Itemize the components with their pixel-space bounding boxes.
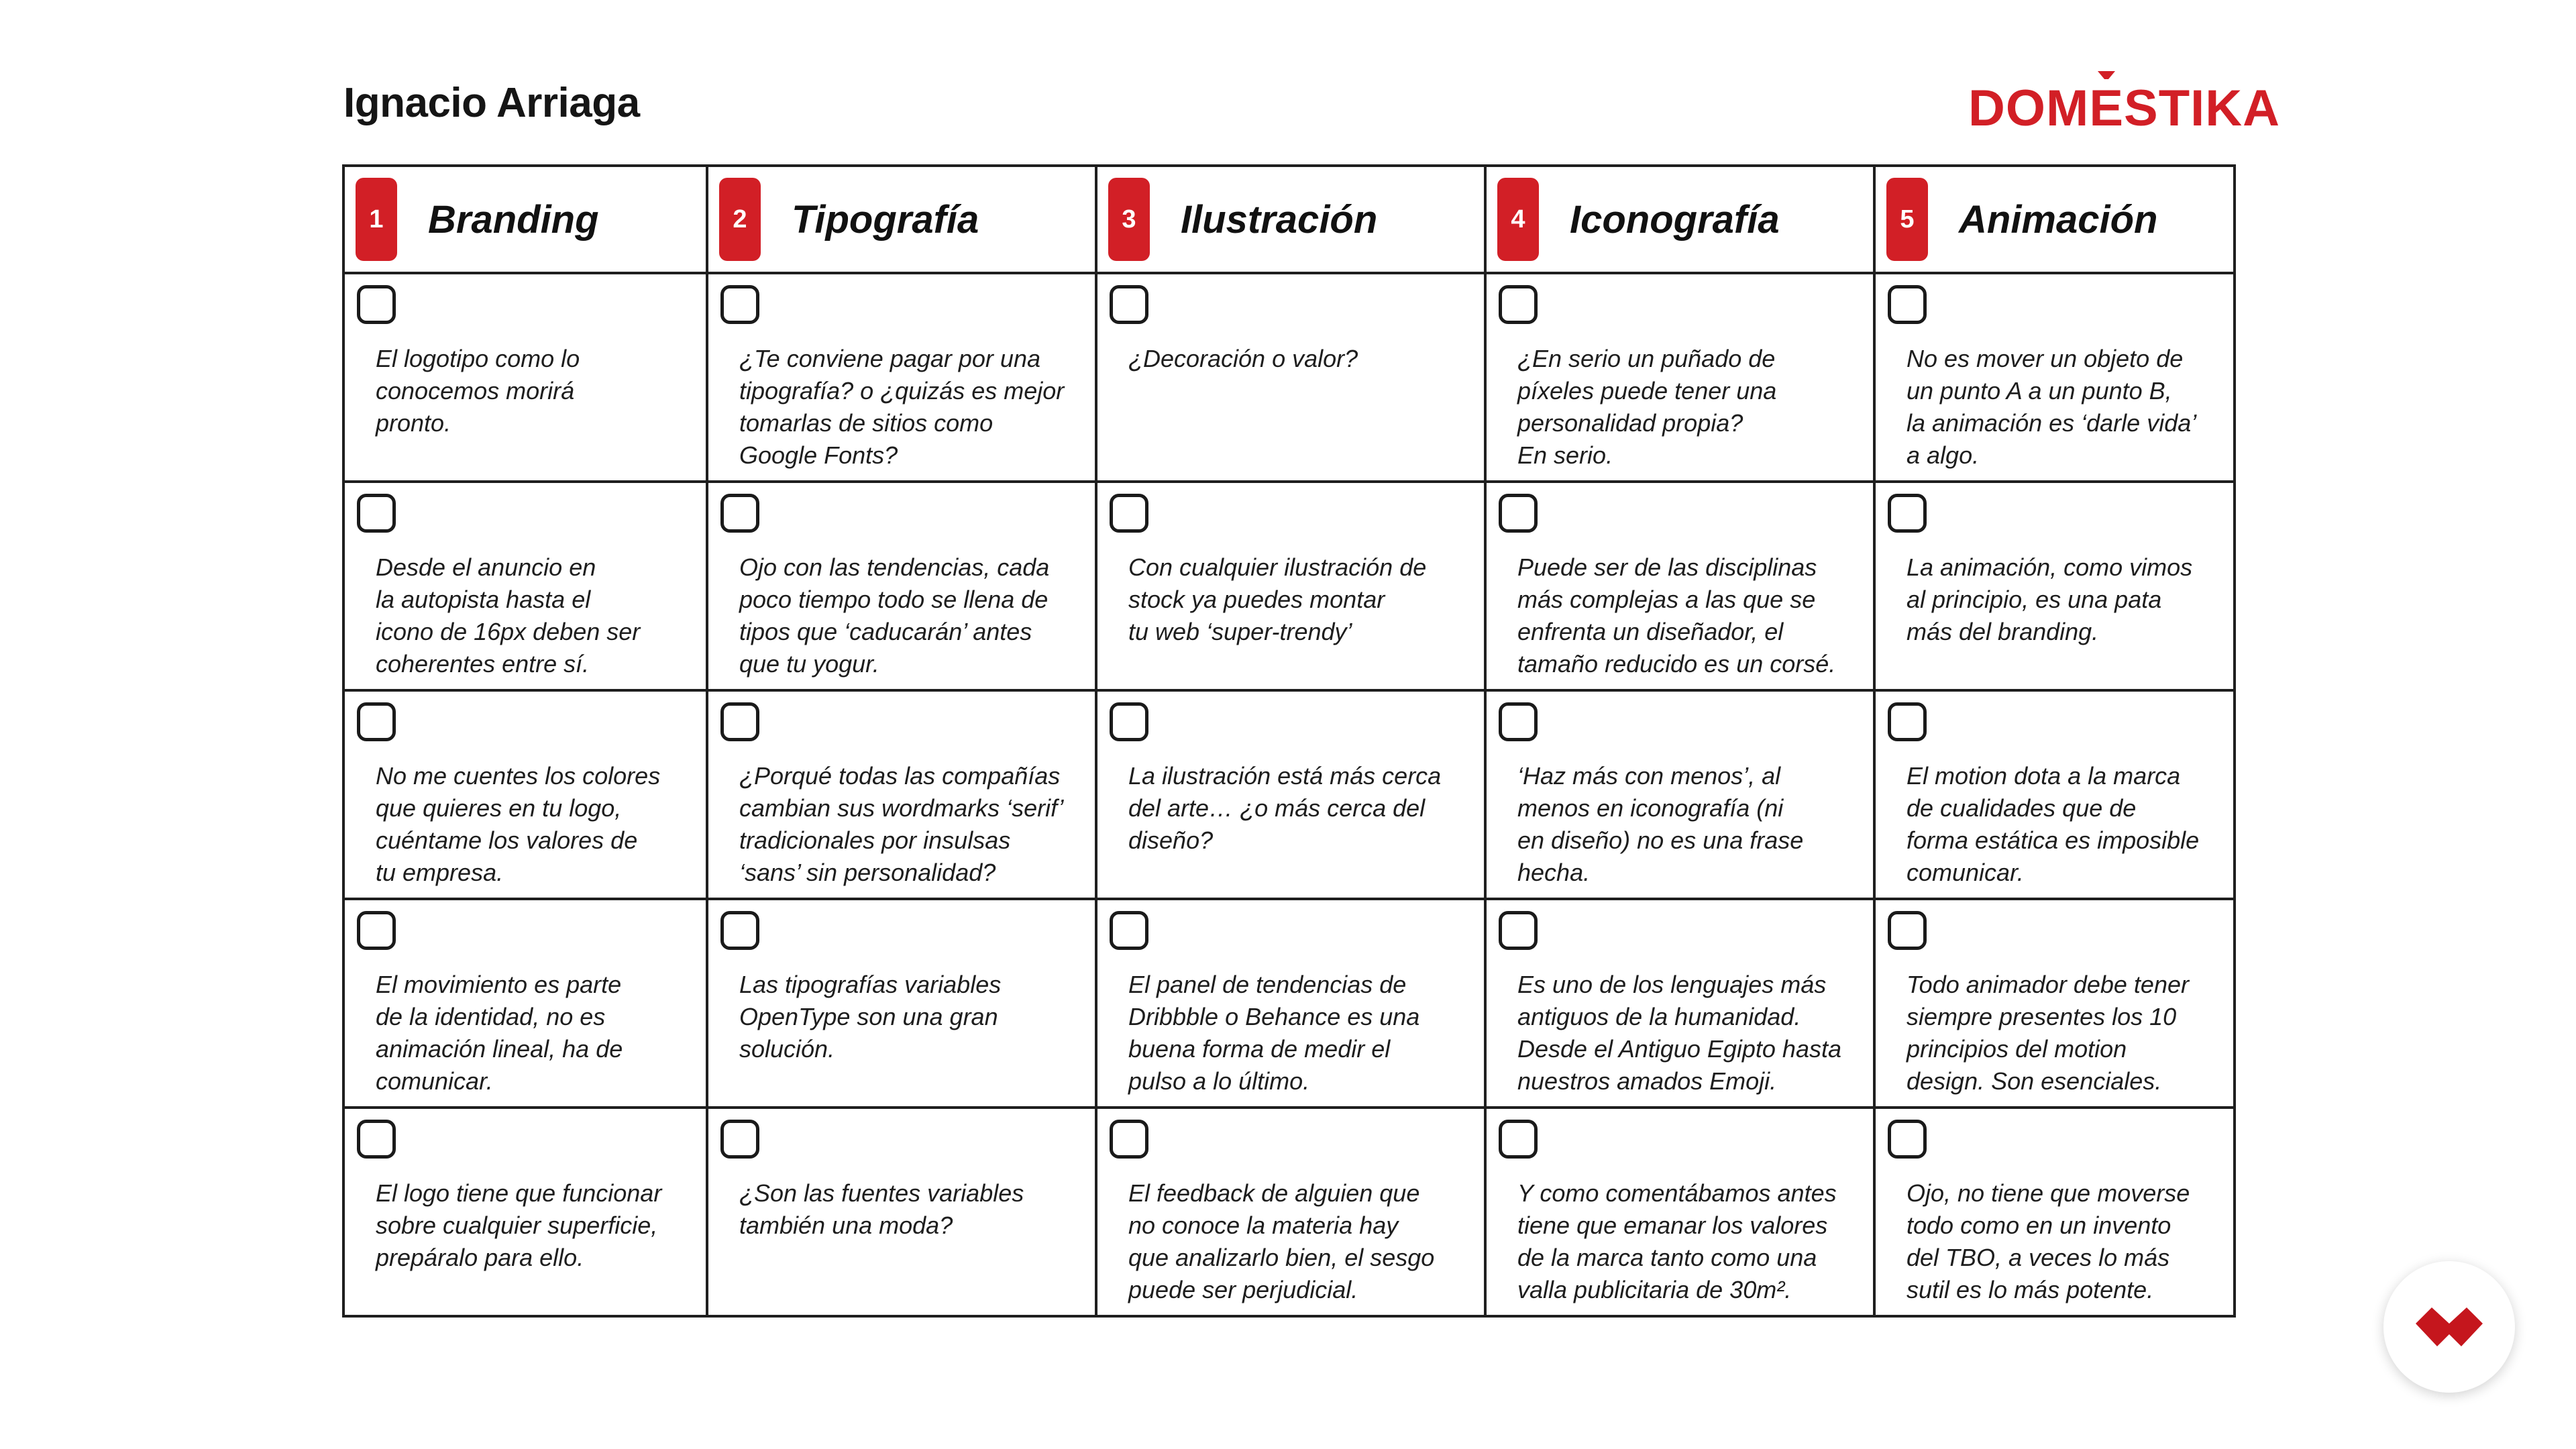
domestika-d-icon (2414, 1303, 2484, 1350)
cell-text: Ojo, no tiene que moverse todo como en un invento del TBO, a veces lo más sutil es lo más potente. (1907, 1179, 2190, 1303)
brand-text-prefix: DOM (1968, 80, 2090, 137)
checklist-cell (707, 1108, 1096, 1316)
column-title: Branding (428, 197, 599, 241)
checkbox[interactable] (1499, 1120, 1538, 1159)
checklist-cell (1485, 273, 1874, 482)
cell-text: Ojo con las tendencias, cada poco tiempo todo se llena de tipos que ‘caducarán’ antes que tu yogur. (739, 553, 1050, 678)
checkbox[interactable] (1888, 494, 1927, 533)
cell-text: Las tipografías variables OpenType son una gran solución. (739, 971, 1002, 1063)
cell-text: ¿Decoración o valor? (1128, 345, 1358, 372)
column-header-animacion (1874, 166, 2235, 273)
checkbox[interactable] (357, 494, 396, 533)
cell-text: Todo animador debe tener siempre presentes los 10 principios del motion design. Son esenciales. (1907, 971, 2189, 1095)
cell-text: La ilustración está más cerca del arte… ¿o más cerca del diseño? (1128, 762, 1442, 854)
checkbox[interactable] (357, 285, 396, 324)
checkbox[interactable] (1110, 1120, 1148, 1159)
column-number-badge: 2 (719, 178, 761, 261)
cell-text: No me cuentes los colores que quieres en tu logo, cuéntame los valores de tu empresa. (376, 762, 661, 886)
checklist-cell (1874, 273, 2235, 482)
checklist-cell (1485, 1108, 1874, 1316)
cell-text: Es uno de los lenguajes más antiguos de la humanidad. Desde el Antiguo Egipto hasta nuestros amados Emoji. (1517, 971, 1841, 1095)
checklist-row (343, 273, 2235, 482)
checklist-cell (1874, 899, 2235, 1108)
checkbox[interactable] (720, 285, 759, 324)
domestika-logo-button[interactable] (2383, 1261, 2515, 1393)
cell-text: ¿En serio un puñado de píxeles puede tener una personalidad propia? En serio. (1517, 345, 1777, 469)
checkbox[interactable] (1499, 285, 1538, 324)
checklist-cell (343, 690, 707, 899)
checkbox[interactable] (1888, 702, 1927, 741)
column-header-tipografia (707, 166, 1096, 273)
domestika-logo (1968, 79, 2280, 138)
checklist-row (343, 690, 2235, 899)
column-header-branding (343, 166, 707, 273)
cell-text: El logotipo como lo conocemos morirá pronto. (376, 345, 580, 437)
checklist-cell (343, 482, 707, 690)
cell-text: ‘Haz más con menos’, al menos en iconografía (ni en diseño) no es una frase hecha. (1517, 762, 1804, 886)
cell-text: El feedback de alguien que no conoce la materia hay que analizarlo bien, el sesgo puede ser perjudicial. (1128, 1179, 1435, 1303)
checklist-row (343, 899, 2235, 1108)
checkbox[interactable] (1110, 702, 1148, 741)
cell-text: El motion dota a la marca de cualidades que de forma estática es imposible comunicar. (1907, 762, 2200, 886)
column-title: Ilustración (1181, 197, 1378, 241)
cell-text: El logo tiene que funcionar sobre cualquier superficie, prepáralo para ello. (376, 1179, 662, 1271)
checklist-table (342, 164, 2236, 1318)
checklist-cell (1485, 690, 1874, 899)
cell-text: ¿Te conviene pagar por una tipografía? o ¿quizás es mejor tomarlas de sitios como Google Fonts? (739, 345, 1065, 469)
checklist-cell (343, 273, 707, 482)
checklist-cell (1096, 899, 1485, 1108)
cell-text: Con cualquier ilustración de stock ya puedes montar tu web ‘super-trendy’ (1128, 553, 1427, 645)
column-number-badge: 1 (356, 178, 397, 261)
header-row (343, 166, 2235, 273)
checkbox[interactable] (357, 1120, 396, 1159)
checkbox[interactable] (1110, 494, 1148, 533)
checkbox[interactable] (720, 911, 759, 950)
checklist-cell (707, 482, 1096, 690)
cell-text: ¿Porqué todas las compañías cambian sus wordmarks ‘serif’ tradicionales por insulsas ‘sans’ sin personalidad? (739, 762, 1064, 886)
checklist-cell (1096, 1108, 1485, 1316)
cell-text: Desde el anuncio en la autopista hasta el icono de 16px deben ser coherentes entre sí. (376, 553, 641, 678)
column-title: Animación (1959, 197, 2158, 241)
column-number-badge: 4 (1497, 178, 1539, 261)
checklist-cell (1874, 482, 2235, 690)
cell-text: El movimiento es parte de la identidad, no es animación lineal, ha de comunicar. (376, 971, 623, 1095)
checklist-row (343, 1108, 2235, 1316)
checklist-cell (1874, 1108, 2235, 1316)
checklist-cell (1096, 273, 1485, 482)
checklist-cell (1096, 482, 1485, 690)
column-header-iconografia (1485, 166, 1874, 273)
column-number-badge: 5 (1886, 178, 1928, 261)
brand-text-suffix: STIKA (2124, 80, 2281, 137)
checklist-cell (707, 273, 1096, 482)
checklist-cell (1874, 690, 2235, 899)
checkbox[interactable] (1110, 911, 1148, 950)
checklist-cell (707, 899, 1096, 1108)
checklist-row (343, 482, 2235, 690)
checkbox[interactable] (720, 702, 759, 741)
checkbox[interactable] (720, 494, 759, 533)
checkbox[interactable] (1110, 285, 1148, 324)
checkbox[interactable] (1888, 285, 1927, 324)
column-number-badge: 3 (1108, 178, 1150, 261)
checkbox[interactable] (357, 911, 396, 950)
author-name: Ignacio Arriaga (343, 80, 640, 126)
checklist-cell (1485, 482, 1874, 690)
checklist-cell (343, 1108, 707, 1316)
checkbox[interactable] (1499, 702, 1538, 741)
checklist-cell (1485, 899, 1874, 1108)
cell-text: La animación, como vimos al principio, es una pata más del branding. (1907, 553, 2193, 645)
checkbox[interactable] (1499, 911, 1538, 950)
checkbox[interactable] (1888, 1120, 1927, 1159)
checkbox[interactable] (720, 1120, 759, 1159)
cell-text: El panel de tendencias de Dribbble o Behance es una buena forma de medir el pulso a lo último. (1128, 971, 1420, 1095)
checklist-cell (343, 899, 707, 1108)
column-title: Tipografía (792, 197, 979, 241)
checkbox[interactable] (357, 702, 396, 741)
cell-text: Y como comentábamos antes tiene que emanar los valores de la marca tanto como una valla publicitaria de 30m². (1517, 1179, 1837, 1303)
column-title: Iconografía (1570, 197, 1780, 241)
checklist-cell (707, 690, 1096, 899)
cell-text: ¿Son las fuentes variables también una moda? (739, 1179, 1024, 1239)
checkbox[interactable] (1888, 911, 1927, 950)
checkbox[interactable] (1499, 494, 1538, 533)
brand-text-accent: E (2089, 80, 2125, 137)
column-header-ilustracion (1096, 166, 1485, 273)
checklist-cell (1096, 690, 1485, 899)
cell-text: Puede ser de las disciplinas más complejas a las que se enfrenta un diseñador, el tamaño reducido es un corsé. (1517, 553, 1836, 678)
cell-text: No es mover un objeto de un punto A a un punto B, la animación es ‘darle vida’ a algo. (1907, 345, 2197, 469)
